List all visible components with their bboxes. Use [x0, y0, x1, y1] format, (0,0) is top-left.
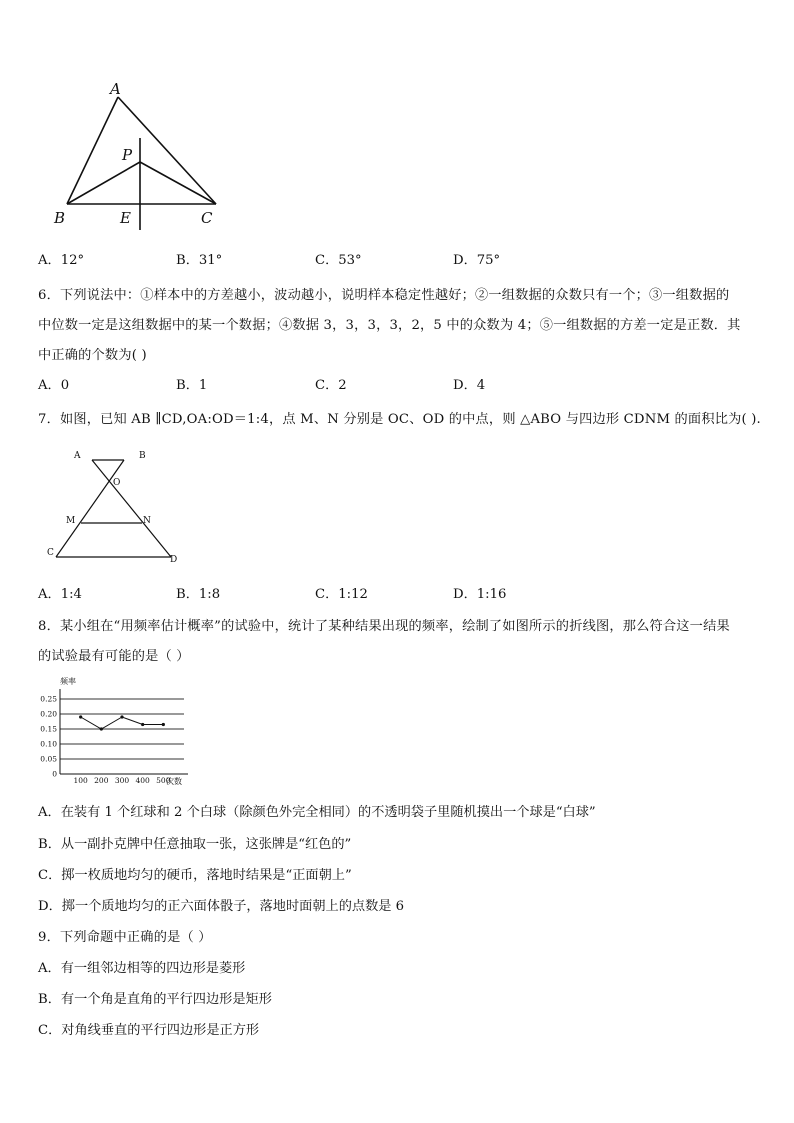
q5-option-d[interactable]: D．75°	[453, 253, 501, 268]
segment-ac	[118, 97, 216, 204]
data-point	[100, 727, 103, 730]
label-b: B	[139, 451, 146, 461]
q6-option-d[interactable]: D．4	[453, 378, 486, 393]
x-tick-label: 100	[73, 776, 88, 785]
data-point	[141, 723, 144, 726]
q5-option-c[interactable]: C．53°	[315, 253, 362, 268]
x-axis-label: 次数	[166, 777, 182, 786]
label-e: E	[120, 209, 131, 227]
label-n: N	[143, 516, 151, 526]
q5-option-b[interactable]: B．31°	[176, 253, 223, 268]
y-axis-label: 频率	[60, 677, 76, 686]
y-tick-label: 0.05	[40, 754, 57, 764]
q7-trapezoid-figure	[44, 444, 194, 569]
q6-text-line1: 6．下列说法中：①样本中的方差越小，波动越小，说明样本稳定性越好；②一组数据的众数只有一个；③一组数据的	[38, 288, 730, 303]
x-tick-label: 300	[114, 776, 130, 785]
q7-option-c[interactable]: C．1:12	[315, 587, 368, 602]
q8-option-a[interactable]: A．在装有 1 个红球和 2 个白球（除颜色外完全相同）的不透明袋子里随机摸出一个球是“白球”	[38, 805, 596, 820]
q8-option-c[interactable]: C．掷一枚质地均匀的硬币，落地时结果是“正面朝上”	[38, 868, 352, 883]
y-tick-label: 0.10	[40, 739, 57, 749]
q5-option-a[interactable]: A．12°	[38, 253, 85, 268]
segment-bc	[56, 460, 124, 557]
q9-option-c[interactable]: C．对角线垂直的平行四边形是正方形	[38, 1023, 260, 1038]
label-d: D	[170, 555, 178, 565]
label-a: A	[74, 451, 81, 461]
label-c: C	[47, 548, 54, 558]
series-line	[81, 717, 164, 729]
q7-text-line1: 7．如图，已知 AB ∥CD,OA:OD＝1:4，点 M、N 分别是 OC、OD 的中点，则 △ABO 与四边形 CDNM 的面积比为( ).	[38, 412, 761, 427]
x-tick-label: 200	[94, 776, 109, 785]
segment-pc	[140, 162, 216, 204]
label-c: C	[201, 209, 213, 227]
q8-option-b[interactable]: B．从一副扑克牌中任意抽取一张，这张牌是“红色的”	[38, 837, 352, 852]
label-a: A	[110, 80, 121, 98]
q8-option-d[interactable]: D．掷一个质地均匀的正六面体骰子，落地时面朝上的点数是 6	[38, 899, 405, 914]
x-tick-label: 400	[135, 776, 150, 785]
label-o: O	[113, 478, 121, 488]
q7-option-d[interactable]: D．1:16	[453, 587, 507, 602]
q6-option-b[interactable]: B．1	[176, 378, 208, 393]
data-point	[79, 715, 82, 718]
x-tick-label: 500	[156, 776, 171, 785]
label-p: P	[122, 146, 133, 164]
y-tick-label: 0.20	[40, 709, 57, 719]
q7-option-b[interactable]: B．1:8	[176, 587, 221, 602]
q9-text-line1: 9．下列命题中正确的是（ ）	[38, 930, 212, 945]
q9-option-a[interactable]: A．有一组邻边相等的四边形是菱形	[38, 961, 246, 976]
q8-text-line1: 8．某小组在“用频率估计概率”的试验中，统计了某种结果出现的频率，绘制了如图所示的折线图，那么符合这一结果	[38, 619, 730, 634]
q6-text-line3: 中正确的个数为( )	[38, 348, 147, 363]
label-m: M	[66, 516, 76, 526]
q8-text-line2: 的试验最有可能的是（ ）	[38, 649, 190, 664]
y-tick-label: 0	[52, 769, 57, 779]
q6-text-line2: 中位数一定是这组数据中的某一个数据；④数据 3，3，3，3，2，5 中的众数为 4；⑤一组数据的方差一定是正数．其	[38, 318, 741, 333]
q9-option-b[interactable]: B．有一个角是直角的平行四边形是矩形	[38, 992, 272, 1007]
segment-ab	[67, 97, 118, 204]
data-point	[162, 723, 165, 726]
q5-triangle-figure	[50, 78, 230, 238]
q7-option-a[interactable]: A．1:4	[38, 587, 82, 602]
data-point	[120, 715, 123, 718]
segment-bp	[67, 162, 140, 204]
q8-frequency-line-chart	[34, 674, 194, 790]
q6-option-a[interactable]: A．0	[38, 378, 70, 393]
segment-ad	[92, 460, 171, 557]
y-tick-label: 0.25	[40, 694, 57, 704]
label-b: B	[54, 209, 66, 227]
y-tick-label: 0.15	[40, 724, 57, 734]
q6-option-c[interactable]: C．2	[315, 378, 347, 393]
